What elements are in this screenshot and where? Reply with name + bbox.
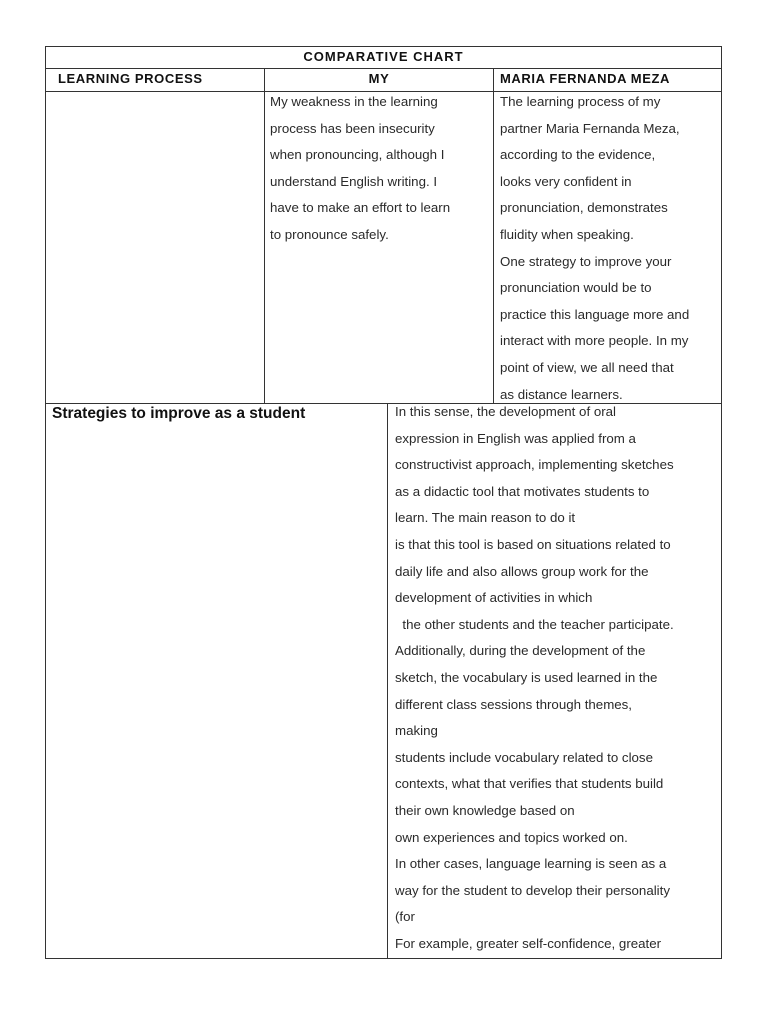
text-line: contexts, what that verifies that students build — [395, 776, 664, 792]
text-line: own experiences and topics worked on. — [395, 829, 628, 845]
text-line: partner Maria Fernanda Meza, — [500, 120, 680, 136]
text-line: process has been insecurity — [270, 120, 435, 136]
text-line: expression in English was applied from a — [395, 430, 636, 446]
title-row-divider — [45, 68, 722, 69]
table-border-top — [45, 46, 722, 47]
text-line: (for — [395, 909, 415, 925]
text-line: One strategy to improve your — [500, 253, 672, 269]
strategies-title: Strategies to improve as a student — [52, 405, 306, 422]
text-line: the other students and the teacher participate. — [395, 616, 674, 632]
text-line: constructivist approach, implementing sketches — [395, 457, 674, 473]
text-line: different class sessions through themes, — [395, 696, 633, 712]
text-line: when pronouncing, although I — [270, 147, 445, 163]
text-line: fluidity when speaking. — [500, 226, 634, 242]
text-line: way for the student to develop their personality — [395, 882, 670, 898]
text-line: For example, greater self-confidence, greater — [395, 935, 662, 951]
table-border-right — [721, 46, 722, 959]
my-learning-text — [270, 89, 492, 403]
header-my: MY — [368, 71, 390, 86]
text-line: as distance learners. — [500, 386, 623, 402]
text-line: point of view, we all need that — [500, 359, 674, 375]
chart-title: COMPARATIVE CHART — [303, 49, 464, 64]
strategies-text — [395, 399, 721, 958]
text-line: pronunciation, demonstrates — [500, 200, 668, 216]
text-line: understand English writing. I — [270, 173, 438, 189]
partner-learning-text — [500, 89, 721, 403]
comparative-chart-table — [45, 46, 722, 959]
column-divider-3 — [387, 403, 388, 959]
text-line: have to make an effort to learn — [270, 200, 451, 216]
text-line: pronunciation would be to — [500, 280, 652, 296]
text-line: making — [395, 723, 438, 739]
table-border-bottom — [45, 958, 722, 959]
text-line: is that this tool is based on situations related to — [395, 536, 671, 552]
text-line: In this sense, the development of oral — [395, 404, 617, 419]
text-line: My weakness in the learning — [270, 94, 438, 109]
text-line: interact with more people. In my — [500, 333, 689, 349]
header-maria-fernanda-meza: MARIA FERNANDA MEZA — [500, 71, 671, 86]
column-divider-2 — [493, 68, 494, 404]
text-line: students include vocabulary related to close — [395, 749, 653, 765]
text-line: In other cases, language learning is seen as a — [395, 856, 667, 872]
text-line: their own knowledge based on — [395, 802, 575, 818]
table-border-left — [45, 46, 46, 959]
text-line: according to the evidence, — [500, 147, 656, 163]
text-line: Additionally, during the development of the — [395, 643, 646, 659]
text-line: to pronounce safely. — [270, 226, 389, 242]
text-line: development of activities in which — [395, 590, 593, 606]
header-learning-process: LEARNING PROCESS — [58, 71, 203, 86]
text-line: The learning process of my — [500, 94, 661, 109]
text-line: daily life and also allows group work for the — [395, 563, 649, 579]
text-line: sketch, the vocabulary is used learned in the — [395, 669, 658, 685]
column-divider-1 — [264, 68, 265, 404]
text-line: looks very confident in — [500, 173, 632, 189]
text-line: learn. The main reason to do it — [395, 510, 576, 526]
text-line: practice this language more and — [500, 306, 690, 322]
text-line: as a didactic tool that motivates students to — [395, 483, 650, 499]
